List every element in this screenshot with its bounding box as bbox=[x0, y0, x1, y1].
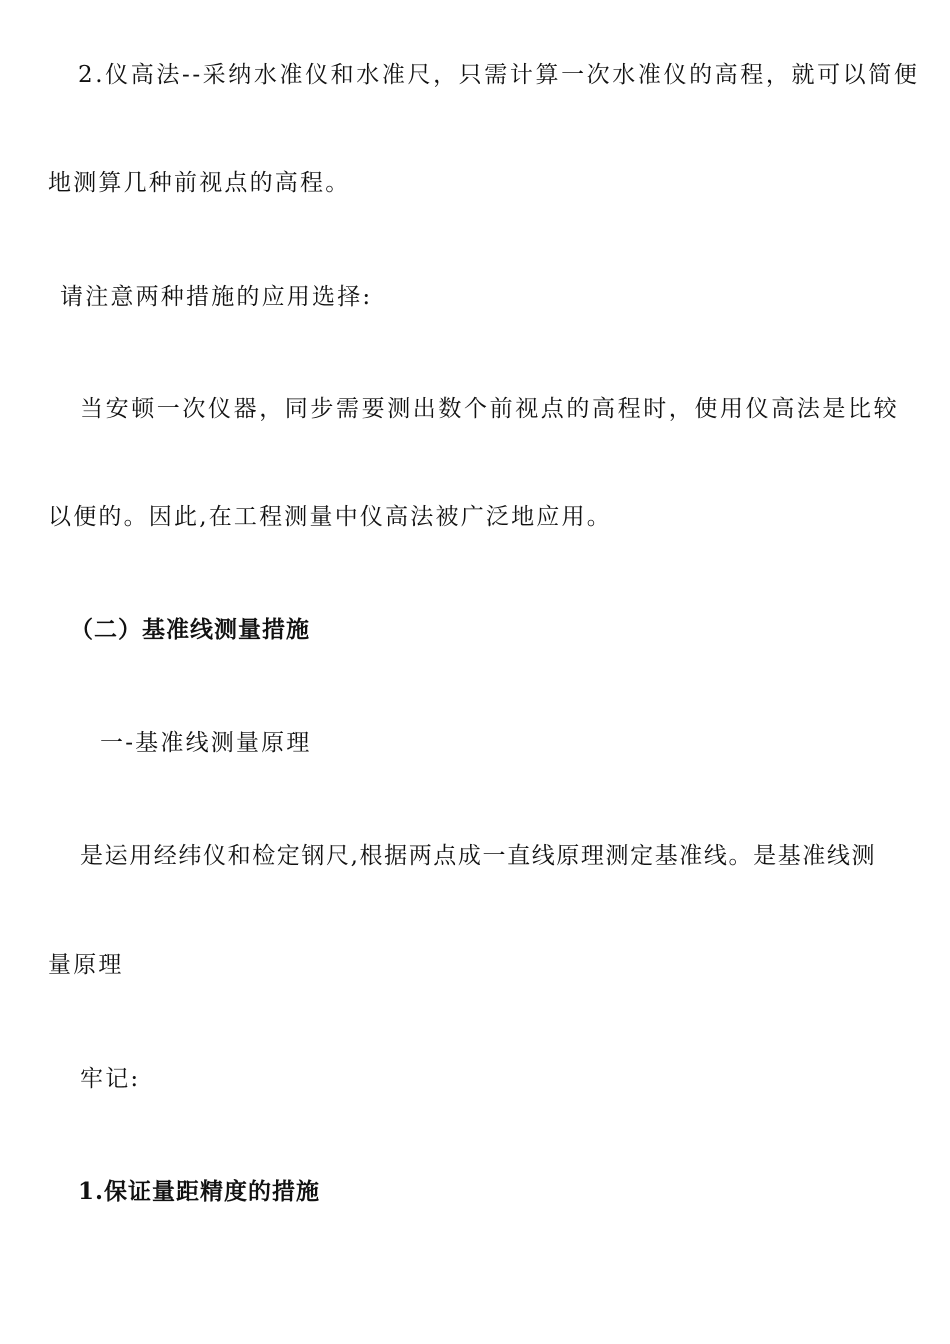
paragraph-line: 量原理 bbox=[48, 952, 124, 978]
paragraph-line: 请注意两种措施的应用选择: bbox=[60, 284, 373, 310]
paragraph-line: 是运用经纬仪和检定钢尺,根据两点成一直线原理测定基准线。是基准线测 bbox=[80, 843, 877, 869]
subsection-heading: 一-基准线测量原理 bbox=[100, 730, 312, 756]
section-heading: 1.保证量距精度的措施 bbox=[78, 1178, 321, 1205]
paragraph-line: 2.仪高法--采纳水准仪和水准尺，只需计算一次水准仪的高程，就可以简便 bbox=[78, 62, 920, 88]
paragraph-line: 以便的。因此,在工程测量中仪高法被广泛地应用。 bbox=[48, 504, 612, 530]
paragraph-line: 牢记: bbox=[80, 1066, 141, 1092]
paragraph-line: 地测算几种前视点的高程。 bbox=[48, 170, 351, 196]
paragraph-line: 当安顿一次仪器，同步需要测出数个前视点的高程时，使用仪高法是比较 bbox=[80, 396, 900, 422]
section-heading: （二）基准线测量措施 bbox=[70, 616, 310, 643]
